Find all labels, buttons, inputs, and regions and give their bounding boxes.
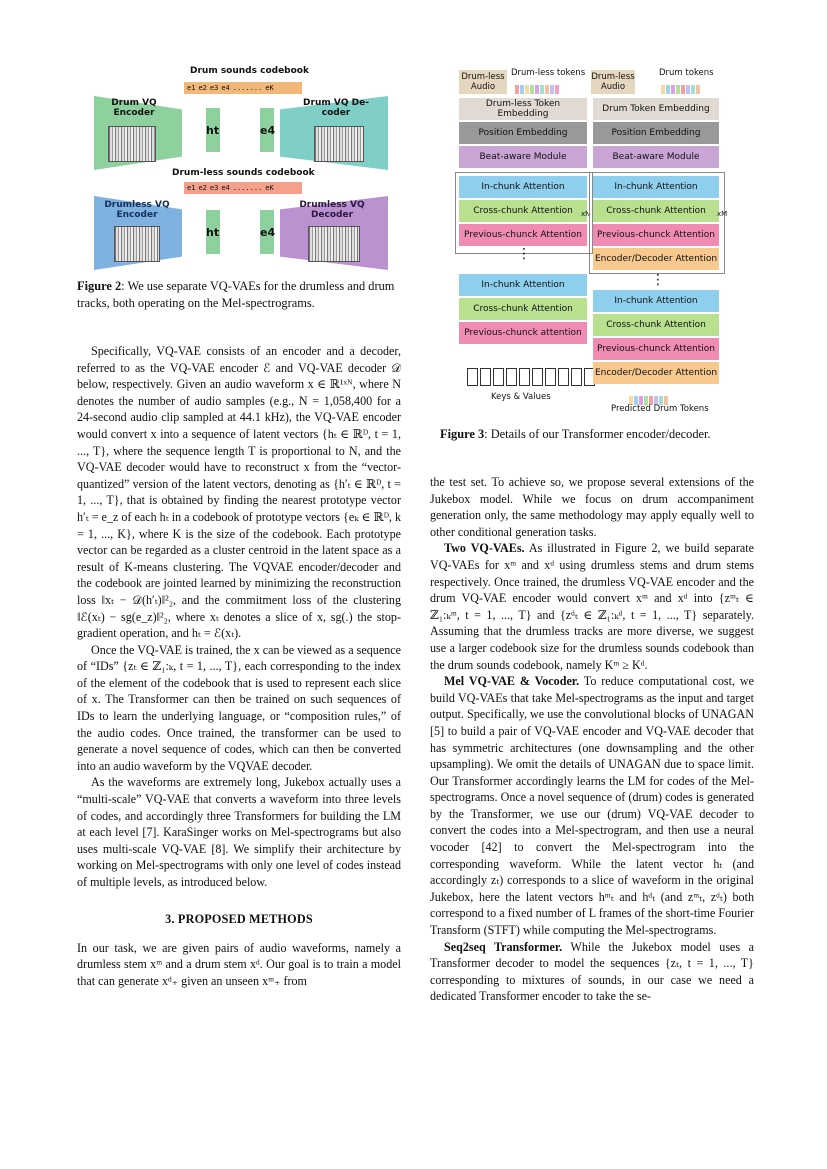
right-paragraph-2 (430, 540, 754, 673)
fig2-drumless-encoder-label: Drumless VQ Encoder (104, 200, 170, 220)
section-heading: 3. PROPOSED METHODS (165, 911, 313, 926)
fig2-codebook-bottom: e1 e2 e3 e4 ....... eK (184, 182, 302, 194)
fig2-title-top: Drum sounds codebook (190, 66, 309, 76)
fig3-drum-token-strip (661, 81, 701, 99)
fig2-drum-encoder-label: Drum VQ Encoder (111, 98, 157, 118)
fig3-xn: xN (581, 210, 591, 218)
fig3-left-token-embedding: Drum-less Token Embedding (459, 98, 587, 120)
fig3-drumless-tokens: Drum-less tokens (511, 68, 586, 78)
fig3-drumless-token-strip (515, 81, 560, 99)
figure-2-caption (77, 278, 401, 312)
fig3-drum-tokens: Drum tokens (659, 68, 714, 78)
fig3-left-prev-chunk-1: Previous-chunck Attention (459, 224, 587, 246)
right-paragraph-4 (430, 939, 754, 1005)
fig3-predicted: Predicted Drum Tokens (611, 404, 709, 414)
left-column (77, 343, 401, 989)
right-column (430, 474, 754, 1005)
left-paragraph-3: As the waveforms are extremely long, Jukebox actually uses a “multi-scale” VQ-VAE that converts a waveform into three levels of codes, and accordingly three Transformers for building the LM at each level [7]. KaraSinger works on Mel-spectrograms but also uses multi-scale VQ-VAE [8]. We simplify their architecture by working on Mel-spectrograms with only one level of codes instead of multiple levels, as introduced below. (77, 775, 401, 889)
right-paragraph-3-body: To reduce computational cost, we build VQ-VAEs that take Mel-spectrograms as the input and target output. Specifically, we use the convolutional blocks of UNAGAN [5] to build a pair of VQ-VAE encoder and VQ-VAE decoder that has symmetric architectures (one downsampling and the other upsampling). We omit the details of UNAGAN due to space limit. Our Transformer accordingly learns the LM for codes of the Mel-spectrograms. Once a novel sequence of (drum) codes is generated by the Transformer, we use our (drum) VQ-VAE decoder to convert the codes into a Mel-spectrogram, and then use a neural vocoder [42] to convert the Mel-spectrogram into the corresponding waveform. While the latent vector hₜ (and accordingly zₜ) corresponds to a slice of waveform in the original Jukebox, here the latent vectors hᵐₜ and hᵈₜ (and zᵐₜ, zᵈₜ) both correspond to a fixed number of L frames of the short-time Fourier Transform (STFT) while computing the Mel-spectrograms. (430, 674, 754, 938)
fig3-left-in-chunk-1: In-chunk Attention (459, 176, 587, 198)
right-paragraph-2-lead: Two VQ-VAEs. (444, 541, 525, 556)
fig3-left-cross-chunk-2: Cross-chunk Attention (459, 298, 587, 320)
left-paragraph-2: Once the VQ-VAE is trained, the x can be viewed as a sequence of “IDs” {zₜ ∈ ℤ₁:ₖ, t = 1, ..., T}, each corresponding to the index of the element of the codebook that is used to represent each slice of x. The Transformer can then be trained on such sequences of IDs to learn the underlying language, or “composition rules,” of the audio codes. Once trained, the transformer can be used to generate a novel sequence of codes, which can then be converted into an audio waveform by the VQVAE decoder. (77, 642, 401, 773)
right-paragraph-3-lead: Mel VQ-VAE & Vocoder. (444, 674, 580, 689)
fig3-right-encdec-2: Encoder/Decoder Attention (593, 362, 719, 384)
fig3-left-in-chunk-2: In-chunk Attention (459, 274, 587, 296)
fig2-drumless-decoder-label: Drumless VQ Decoder (299, 200, 365, 220)
fig2-ht-top: ht (206, 124, 220, 137)
fig3-drum-audio: Drum-less Audio (591, 72, 635, 92)
fig3-right-cross-chunk-1: Cross-chunk Attention (593, 200, 719, 222)
fig3-left-dots: ⋮ (517, 246, 531, 262)
fig3-left-cross-chunk-1: Cross-chunk Attention (459, 200, 587, 222)
fig2-spectrogram-3 (114, 226, 160, 262)
fig3-right-in-chunk-2: In-chunk Attention (593, 290, 719, 312)
fig2-spectrogram-2 (314, 126, 364, 162)
fig3-drumless-audio: Drum-less Audio (459, 70, 507, 94)
fig2-title-mid: Drum-less sounds codebook (172, 168, 315, 178)
fig3-keys-values: Keys & Values (491, 392, 551, 402)
figure-2-caption-label: Figure 2 (77, 279, 122, 293)
right-paragraph-1: the test set. To achieve so, we propose several extensions of the Jukebox model. While we focus on drum accompaniment generation only, the same methodology may apply equally well to other conditional generation tasks. (430, 475, 754, 539)
figure-2-caption-text: : We use separate VQ-VAEs for the drumless and drum tracks, both operating on the Mel-spectrograms. (77, 279, 395, 310)
right-paragraph-4-body: While the Jukebox model uses a Transformer decoder to model the sequences {zₜ, t = 1, ..., T} corresponding to mixtures of sounds, in our case we need a dedicated Transformer encoder to take the se- (430, 939, 754, 1004)
fig2-spectrogram-4 (308, 226, 360, 262)
figure-3-caption-text: : Details of our Transformer encoder/decoder. (484, 427, 711, 441)
fig3-left-prev-chunk-2: Previous-chunck attention (459, 322, 587, 344)
fig2-e4-bottom: e4 (260, 226, 276, 239)
fig3-keys-values-boxes (467, 368, 595, 386)
figure-3 (455, 66, 728, 416)
fig2-codebook-top: e1 e2 e3 e4 ....... eK (184, 82, 302, 94)
right-paragraph-4-lead: Seq2seq Transformer. (444, 939, 563, 954)
fig2-drum-decoder-label: Drum VQ De- coder (303, 98, 369, 118)
right-paragraph-3 (430, 673, 754, 939)
fig3-right-in-chunk-1: In-chunk Attention (593, 176, 719, 198)
fig3-right-encdec-1: Encoder/Decoder Attention (593, 248, 719, 270)
fig2-e4-top: e4 (260, 124, 276, 137)
fig3-right-token-embedding: Drum Token Embedding (593, 98, 719, 120)
figure-2 (92, 62, 390, 268)
left-paragraph-1: Specifically, VQ-VAE consists of an encoder and a decoder, referred to as the VQ-VAE encoder ℰ and VQ-VAE decoder 𝒟 below, respectively. Given an audio waveform x ∈ ℝ¹ˣᴺ, where N denotes the number of audio samples (e.g., N = 1,058,400 for a 24-second audio clip sampled at 44.1 kHz), the VQ-VAE encoder would convert x into a sequence of latent vectors {hₜ ∈ ℝᴰ, t = 1, ..., T}, where the sequence length T is proportional to N, and the VQ-VAE decoder would have to reconstruct x from the “vector-quantized” version of the latent vectors, denoting as {h′ₜ ∈ ℝᴰ, t = 1, ..., T}, that is obtained by finding the nearest prototype vector h′ₜ = e_z of each hₜ in a codebook of prototype vectors {eₖ ∈ ℝᴰ, k = 1, ..., K}, where K is the size of the codebook. Each prototype vector can be regarded as a cluster centroid in the latent space as a result of K-means clustering. The VQVAE encoder/decoder and the codebook are jointed learned by minimizing the reconstruction loss ‖xₜ − 𝒟(h′ₜ)‖²₂, and the commitment loss of the clustering ‖ℰ(xₜ) − sg(e_z)‖²₂, where xₜ denotes a slice of x, sg(.) the stop-gradient operation, and hₜ = ℰ(xₜ). (77, 344, 401, 641)
fig3-right-prev-chunk-1: Previous-chunck Attention (593, 224, 719, 246)
figure-3-caption (440, 426, 760, 443)
figure-3-caption-label: Figure 3 (440, 427, 485, 441)
left-paragraph-4: In our task, we are given pairs of audio waveforms, namely a drumless stem xᵐ and a drum stem xᵈ. Our goal is to train a model that can generate xᵈ₊ given an unseen xᵐ₊ from (77, 940, 401, 988)
fig2-spectrogram-1 (108, 126, 156, 162)
fig3-right-beat-module: Beat-aware Module (593, 146, 719, 168)
fig3-right-dots: ⋮ (651, 272, 665, 288)
fig3-right-position-embedding: Position Embedding (593, 122, 719, 144)
right-paragraph-2-body: As illustrated in Figure 2, we build separate VQ-VAEs for xᵐ and xᵈ using drumless stems and drum stems respectively. Once trained, the drumless VQ-VAE encoder and the drum VQ-VAE encoder would convert xᵐ and xᵈ into {zᵐₜ ∈ ℤ₁:ₖᵐ, t = 1, ..., T} and {zᵈₜ ∈ ℤ₁:ₖᵈ, t = 1, ..., T} separately. Assuming that the drumless tracks are more diverse, we suggest use a larger codebook size for the drumless sounds codebook than the drum sounds codebook, namely Kᵐ ≥ Kᵈ. (430, 541, 754, 672)
fig2-ht-bottom: ht (206, 226, 220, 239)
fig3-right-prev-chunk-2: Previous-chunck Attention (593, 338, 719, 360)
fig3-xm: xM (717, 210, 728, 218)
fig3-left-position-embedding: Position Embedding (459, 122, 587, 144)
fig3-left-beat-module: Beat-aware Module (459, 146, 587, 168)
fig3-right-cross-chunk-2: Cross-chunk Attention (593, 314, 719, 336)
